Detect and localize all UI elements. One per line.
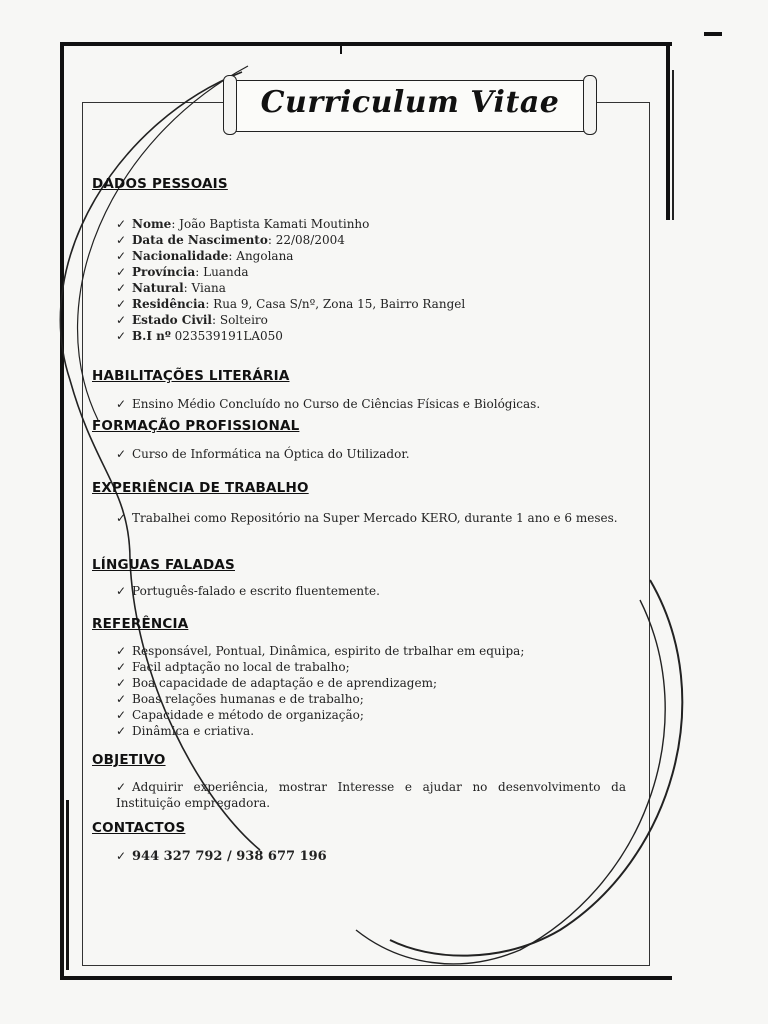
page-title: Curriculum Vitae: [260, 85, 560, 120]
check-icon: ✓: [116, 217, 127, 231]
list-dados-pessoais: [116, 216, 465, 344]
heading-formacao: FORMAÇÃO PROFISSIONAL: [92, 418, 300, 434]
list-item: ✓ Boa capacidade de adaptação e de aprendizagem;: [116, 676, 437, 690]
check-icon: ✓: [116, 297, 127, 311]
tick-mark: [340, 46, 342, 54]
list-item: ✓ Trabalhei como Repositório na Super Mercado KERO, durante 1 ano e 6 meses.: [116, 511, 618, 525]
check-icon: ✓: [116, 313, 127, 327]
check-icon: ✓: [116, 397, 127, 411]
heading-objetivo: OBJETIVO: [92, 752, 166, 768]
frame-right-bar: [666, 42, 670, 220]
title-banner: [232, 80, 588, 132]
phone-numbers: ✓ 944 327 792 / 938 677 196: [116, 849, 327, 864]
list-contactos: [116, 848, 327, 864]
list-item: ✓ Responsável, Pontual, Dinâmica, espirito de trbalhar em equipa;: [116, 644, 525, 658]
check-icon: ✓: [116, 233, 127, 247]
check-icon: ✓: [116, 329, 127, 343]
list-item: ✓ B.I nº 023539191LA050: [116, 329, 283, 343]
list-item: ✓ Dinâmica e criativa.: [116, 724, 255, 738]
list-item: ✓ Adquirir experiência, mostrar Interesse e ajudar no desenvolvimento da Instituição empregadora.: [116, 780, 626, 810]
list-item: ✓ Facil adptação no local de trabalho;: [116, 660, 350, 674]
list-item: ✓ Província: Luanda: [116, 265, 249, 279]
list-formacao: [116, 446, 410, 462]
list-item: ✓ Natural: Viana: [116, 281, 226, 295]
check-icon: ✓: [116, 849, 127, 863]
list-item: ✓ Ensino Médio Concluído no Curso de Ciências Físicas e Biológicas.: [116, 397, 541, 411]
list-experiencia: [116, 510, 618, 526]
heading-habilitacoes: HABILITAÇÕES LITERÁRIA: [92, 368, 290, 384]
check-icon: ✓: [116, 644, 127, 658]
check-icon: ✓: [116, 584, 127, 598]
check-icon: ✓: [116, 265, 127, 279]
list-linguas: [116, 583, 380, 599]
list-referencia: [116, 643, 524, 739]
list-item: ✓ Boas relações humanas e de trabalho;: [116, 692, 364, 706]
heading-referencia: REFERÊNCIA: [92, 616, 189, 632]
list-habilitacoes: [116, 396, 540, 412]
check-icon: ✓: [116, 692, 127, 706]
list-item: ✓ Nome: João Baptista Kamati Moutinho: [116, 217, 370, 231]
corner-mark: [704, 32, 722, 36]
list-item: ✓ Curso de Informática na Óptica do Utilizador.: [116, 447, 410, 461]
list-item: ✓ Capacidade e método de organização;: [116, 708, 364, 722]
heading-contactos: CONTACTOS: [92, 820, 186, 836]
check-icon: ✓: [116, 676, 127, 690]
frame-left-bar: [66, 800, 69, 970]
check-icon: ✓: [116, 511, 127, 525]
check-icon: ✓: [116, 447, 127, 461]
check-icon: ✓: [116, 249, 127, 263]
heading-experiencia: EXPERIÊNCIA DE TRABALHO: [92, 480, 309, 496]
list-item: ✓ Nacionalidade: Angolana: [116, 249, 294, 263]
check-icon: ✓: [116, 708, 127, 722]
list-item: ✓ Português-falado e escrito fluentemente.: [116, 584, 380, 598]
list-item: ✓ Residência: Rua 9, Casa S/nº, Zona 15, Bairro Rangel: [116, 297, 466, 311]
heading-dados-pessoais: DADOS PESSOAIS: [92, 176, 228, 192]
list-item: ✓ Estado Civil: Solteiro: [116, 313, 268, 327]
frame-right-bar-inner: [672, 70, 674, 220]
check-icon: ✓: [116, 724, 127, 738]
list-objetivo: [116, 779, 626, 811]
check-icon: ✓: [116, 780, 127, 794]
list-item: ✓ Data de Nascimento: 22/08/2004: [116, 233, 345, 247]
check-icon: ✓: [116, 660, 127, 674]
check-icon: ✓: [116, 281, 127, 295]
heading-linguas: LÍNGUAS FALADAS: [92, 557, 235, 573]
